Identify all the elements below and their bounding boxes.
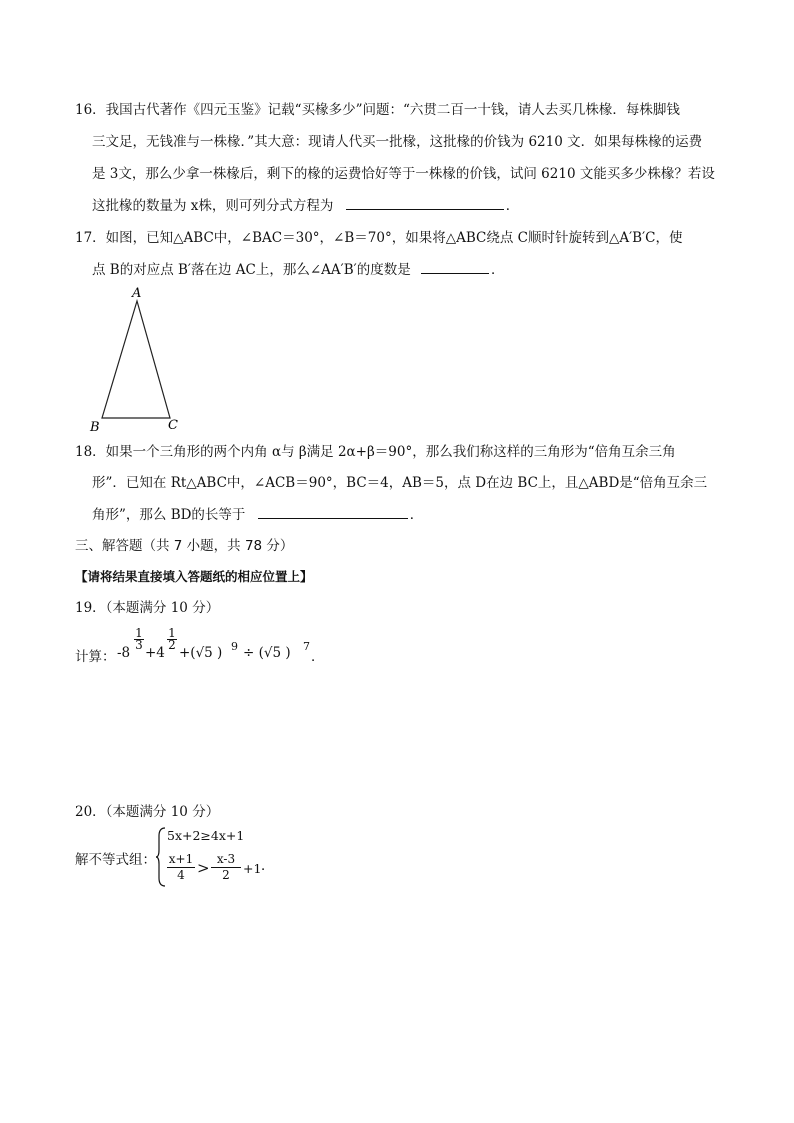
q20-frac2-num: x-3 <box>211 852 241 868</box>
q19-exponent-1 <box>134 628 144 651</box>
q17-answer-blank[interactable] <box>421 261 489 274</box>
q16-end: ． <box>505 198 520 214</box>
triangle-abc <box>102 301 170 418</box>
q18-line-3 <box>92 505 423 525</box>
q17-triangle-figure <box>82 283 192 433</box>
q18-line-2: 形”．已知在 Rt△ABC中，∠ACB＝90°，BC＝4，AB＝5，点 D在边 BC上，且△ABD是“倍角互余三 <box>92 475 708 491</box>
q19-expression <box>75 628 375 668</box>
q17-line-2-text: 点 B的对应点 B′落在边 AC上，那么∠AA′B′的度数是 <box>92 262 411 278</box>
q16-line-4-text: 这批椽的数量为 x株，则可列分式方程为 <box>92 198 334 214</box>
q19-exponent-3: 9 <box>231 640 238 653</box>
q19-heading: 19．（本题满分 10 分） <box>75 600 220 616</box>
q20-greater-than: > <box>197 859 210 877</box>
q20-frac2-den: 2 <box>222 868 230 882</box>
q20-frac1-num: x+1 <box>168 852 194 866</box>
vertex-b-label: B <box>90 420 100 433</box>
vertex-c-label: C <box>168 418 178 433</box>
q16-line-1: 16．我国古代著作《四元玉鉴》记载“买椽多少”问题：“六贯二百一十钱，请人去买几株椽．每株脚钱 <box>75 102 680 118</box>
q19-exponent-4: 7 <box>303 640 310 653</box>
q18-line-3-text: 角形”，那么 BD的长等于 <box>92 507 246 523</box>
q19-exp2-den: 2 <box>168 638 176 652</box>
q20-frac1-den: 4 <box>177 868 185 882</box>
q17-line-1: 17．如图，已知△ABC中，∠BAC＝30°，∠B＝70°，如果将△ABC绕点 C顺时针旋转到△A′B′C，使 <box>75 230 683 246</box>
q20-fraction-1 <box>167 852 195 883</box>
q19-term-4: ÷ (√5 ) <box>243 645 291 661</box>
q19-term-3: +(√5 ) <box>179 645 223 661</box>
q20-end: ． <box>261 858 275 874</box>
q19-term-2: +4 <box>145 645 165 661</box>
q16-line-2: 三文足，无钱准与一株椽．”其大意：现请人代买一批椽，这批椽的价钱为 6210 文．如果每株椽的运费 <box>92 134 703 150</box>
q18-end: ． <box>409 507 424 523</box>
q17-line-2 <box>92 260 505 280</box>
q20-heading: 20．（本题满分 10 分） <box>75 804 220 820</box>
q19-exp1-den: 3 <box>135 638 143 652</box>
q20-label: 解不等式组： <box>75 852 156 868</box>
section-3-note: 【请将结果直接填入答题纸的相应位置上】 <box>75 569 313 584</box>
q20-tail: +1 <box>243 861 262 876</box>
q20-system <box>75 826 395 896</box>
q19-end: ． <box>311 649 325 665</box>
q18-answer-blank[interactable] <box>258 506 408 519</box>
q20-brace <box>155 826 167 888</box>
q19-exponent-2 <box>167 628 177 651</box>
q20-inequality-1: 5x+2≥4x+1 <box>167 828 245 843</box>
q20-fraction-2 <box>211 852 241 883</box>
q17-end: ． <box>491 262 505 278</box>
q16-line-3: 是 3文，那么少拿一株椽后，剩下的椽的运费恰好等于一株椽的价钱，试问 6210 文能买多少株椽？若设 <box>92 166 715 182</box>
q18-line-1: 18．如果一个三角形的两个内角 α与 β满足 2α+β＝90°，那么我们称这样的三角形为“倍角互余三角 <box>75 444 676 460</box>
q19-label: 计算： <box>75 649 116 665</box>
vertex-a-label: A <box>132 286 142 301</box>
section-3-title: 三、解答题（共 7 小题，共 78 分） <box>75 538 294 554</box>
q19-exp1-num: 1 <box>135 626 143 640</box>
q19-term-1: -8 <box>117 645 131 661</box>
q19-exp2-num: 1 <box>168 626 176 640</box>
q16-line-4 <box>92 196 519 216</box>
q16-answer-blank[interactable] <box>346 197 504 210</box>
